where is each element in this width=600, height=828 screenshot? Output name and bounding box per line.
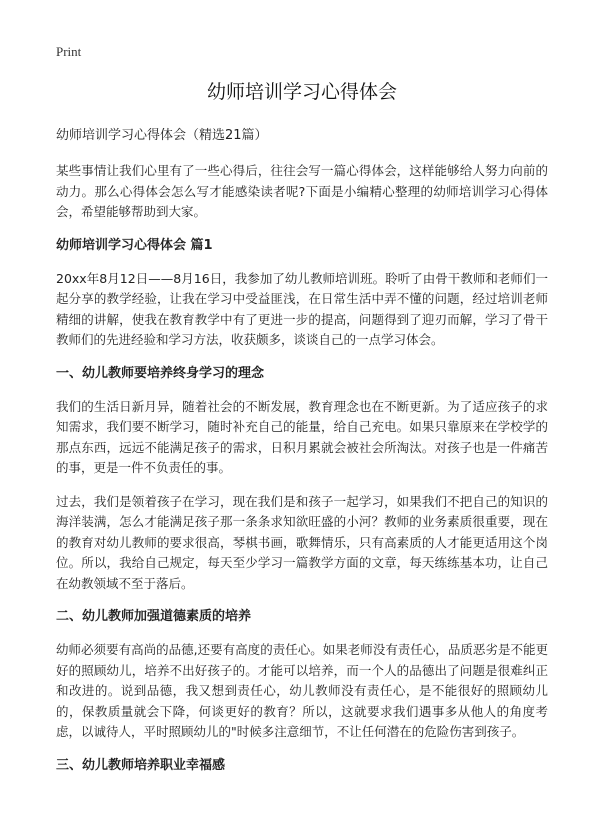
document-page (56, 78, 548, 789)
print-link[interactable]: Print (56, 44, 82, 59)
section-intro-paragraph: 20xx年8月12日——8月16日，我参加了幼儿教师培训班。聆听了由骨干教师和老师们一起分享的教学经验，让我在学习中受益匪浅，在日常生活中弄不懂的问题，经过培训老师精细的讲解，使我在教育教学中有了更进一步的提高，问题得到了迎刃而解，学习了骨干教师们的先进经验和学习方法，收获颇多，谈谈自己的一点学习体会。 (56, 270, 548, 347)
paragraph-lifelong-learning-2: 过去，我们是领着孩子在学习，现在我们是和孩子一起学习，如果我们不把自己的知识的海洋装满，怎么才能满足孩子那一条条求知欲旺盛的小河？教师的业务素质很重要，现在的教育对幼儿教师的要求很高，琴棋书画，歌舞情乐，只有高素质的人才能更适用这个岗位。所以，我给自己规定，每天至少学习一篇教学方面的文章，每天练练基本功，让自己在幼教领域不至于落后。 (56, 493, 548, 591)
heading-career-happiness: 三、幼儿教师培养职业幸福感 (56, 757, 226, 773)
intro-paragraph: 某些事情让我们心里有了一些心得后，往往会写一篇心得体会，这样能够给人努力向前的动力。那么心得体会怎么写才能感染读者呢?下面是小编精心整理的幼师培训学习心得体会，希望能够帮助到大家。 (56, 163, 548, 219)
paragraph-lifelong-learning-1: 我们的生活日新月异，随着社会的不断发展，教育理念也在不断更新。为了适应孩子的求知需求，我们要不断学习，随时补充自己的能量，给自己充电。如果只靠原来在学校学的那点东西，远远不能满足孩子的需求，日积月累就会被社会所淘汰。对孩子也是一件痛苦的事，更是一件不负责任的事。 (56, 398, 548, 475)
document-subtitle: 幼师培训学习心得体会（精选21篇） (56, 128, 268, 143)
page-title: 幼师培训学习心得体会 (206, 81, 397, 103)
paragraph-moral-quality: 幼师必须要有高尚的品德,还要有高度的责任心。如果老师没有责任心，品质恶劣是不能更好的照顾幼儿，培养不出好孩子的。才能可以培养，而一个人的品德出了问题是很难纠正和改进的。说到品德，我又想到责任心，幼儿教师没有责任心，是不能很好的照顾幼儿的，保教质量就会下降，何谈更好的教育？所以，这就要求我们遇事多从他人的角度考虑，以诚待人，平时照顾幼儿的"时候多注意细节，不让任何潜在的危险伤害到孩子。 (56, 642, 548, 739)
heading-moral-quality: 二、幼儿教师加强道德素质的培养 (56, 609, 252, 624)
heading-lifelong-learning: 一、幼儿教师要培养终身学习的理念 (56, 365, 265, 381)
section-title: 幼师培训学习心得体会 篇1 (56, 237, 213, 253)
